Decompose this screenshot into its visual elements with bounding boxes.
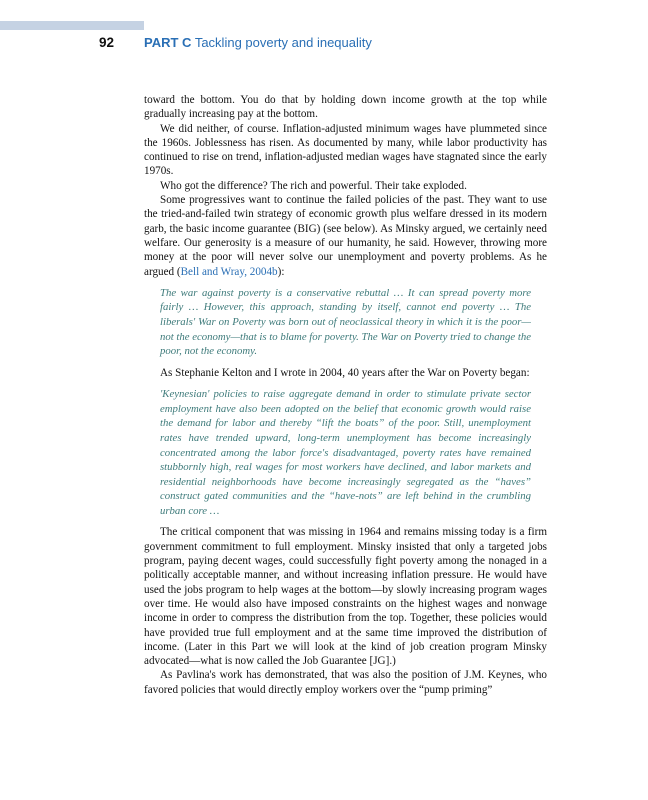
- paragraph-text: Some progressives want to continue the failed policies of the past. They want to use the tried-and-failed twin strategy of economic growth plus welfare dressed in its modern garb, the basic income guarantee (BIG) (see below). As Minsky argued, we certainly need welfare. Our generosity is a measure of our humanity, he said. However, throwing more money at the poor will never solve our unemployment and poverty problems. As he argued (: [144, 194, 547, 278]
- page-number: 92: [99, 35, 115, 50]
- running-header: [144, 35, 372, 50]
- paragraph-text-end: ):: [277, 265, 285, 278]
- paragraph: toward the bottom. You do that by holding down income growth at the top while gradually increasing pay at the bottom.: [144, 94, 547, 121]
- main-text: [144, 93, 547, 697]
- paragraph: Who got the difference? The rich and powerful. Their take exploded.: [160, 179, 467, 192]
- block-quote: The war against poverty is a conservative rebuttal … It can spread poverty more fairly … However, this approach, standing by itself, cannot end poverty … The liberals' War on Poverty was born out of neoclassical theory in which it is the poor—not the economy—that is to blame for poverty. The War on Poverty tried to change the poor, not the economy.: [160, 286, 532, 358]
- paragraph: The critical component that was missing in 1964 and remains missing today is a firm government commitment to full employment. Minsky insisted that only a targeted jobs program, paying decent wages, could successfully fight poverty among the nonaged in a politically acceptable manner, and without increasing inflation pressure. He would have used the jobs program to help wages at the bottom—by slowly increasing program wages over time. He would also have imposed constraints on the highest wages and nonwage income in order to compress the distribution from the top. Together, these policies would have provided true full employment and at the same time improved the distribution of income. (Later in this Part we will look at the kind of job creation program Minsky advocated—what is now called the Job Guarantee [JG].): [144, 526, 547, 668]
- paragraph: As Stephanie Kelton and I wrote in 2004, 40 years after the War on Poverty began:: [160, 366, 530, 379]
- part-label: PART C: [144, 35, 192, 50]
- paragraph: As Pavlina's work has demonstrated, that was also the position of J.M. Keynes, who favored policies that would directly employ workers over the “pump priming”: [144, 669, 547, 696]
- paragraph: [144, 193, 547, 279]
- header-color-bar: [0, 21, 144, 30]
- citation-link[interactable]: Bell and Wray, 2004b: [180, 265, 278, 278]
- part-title: Tackling poverty and inequality: [194, 35, 372, 50]
- paragraph: We did neither, of course. Inflation-adjusted minimum wages have plummeted since the 1960s. Joblessness has risen. As documented by many, while labor productivity has continued to rise on trend, inflation-adjusted median wages have stagnated since the early 1970s.: [144, 122, 547, 178]
- block-quote: 'Keynesian' policies to raise aggregate demand in order to stimulate private sector employment have also been adopted on the belief that economic growth would raise the demand for labor and thereby “lift the boats” of the poor. Still, unemployment rates have trended upward, long-term unemployment has become increasingly concentrated among the labor force's disadvantaged, poverty rates have remained stubbornly high, real wages for most workers have declined, and labor markets and residential neighborhoods have become increasingly segregated as the “haves” construct gated communities and the “have-nots” are left behind in the crumbling urban core …: [160, 388, 531, 517]
